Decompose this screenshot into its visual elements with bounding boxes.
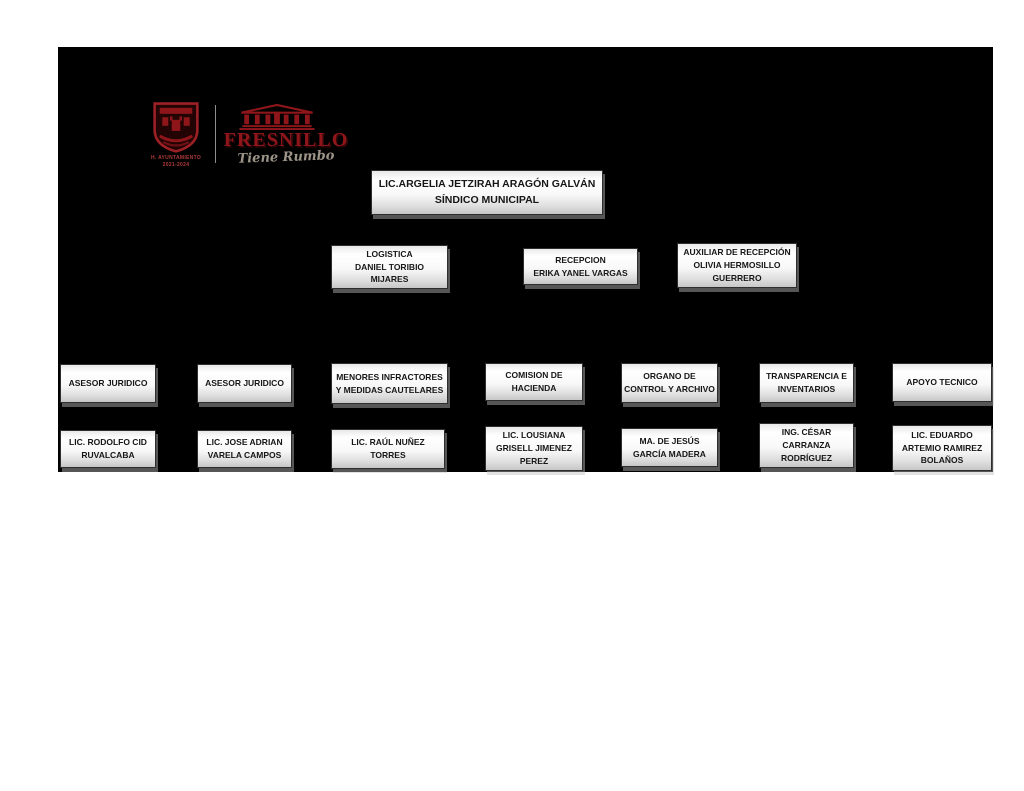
brand-tagline: Tiene Rumbo (237, 148, 335, 167)
officer-node-rodolfo-cid (60, 430, 156, 468)
node-line: PEREZ (519, 455, 549, 466)
node-line: ASESOR JURIDICO (205, 378, 284, 389)
root-node (371, 170, 603, 215)
node-line: TRANSPARENCIA E (766, 371, 847, 382)
node-line: RECEPCION (555, 254, 606, 265)
department-node-transparencia (759, 363, 854, 403)
node-line: ASESOR JURIDICO (68, 378, 148, 389)
node-line: LIC. JOSE ADRIAN (206, 437, 283, 448)
officer-node-eduardo-artemio (892, 425, 992, 471)
root-title: SÍNDICO MUNICIPAL (434, 193, 540, 206)
root-name: LIC.ARGELIA JETZIRAH ARAGÓN GALVÁN (378, 177, 596, 190)
node-line: MENORES INFRACTORES (336, 371, 443, 382)
node-line: CARRANZA (782, 440, 831, 451)
assistant-node-logistica (331, 245, 448, 289)
node-line: OLIVIA HERMOSILLO (693, 260, 781, 271)
department-node-comision-hacienda (485, 363, 583, 401)
node-line: AUXILIAR DE RECEPCIÓN (683, 247, 791, 258)
palace-icon (238, 104, 316, 130)
assistant-node-recepcion (523, 248, 638, 285)
officer-node-ma-de-jesus (621, 428, 718, 467)
node-line: VARELA CAMPOS (207, 450, 282, 460)
crest-caption-line2: 2021-2024 (162, 161, 190, 168)
crest-caption-line1: H. AYUNTAMIENTO (150, 155, 202, 161)
node-line: ARTEMIO RAMIREZ (901, 442, 983, 453)
node-line: HACIENDA (511, 383, 557, 393)
node-line: LIC. EDUARDO (911, 429, 973, 440)
node-line: RODRÍGUEZ (781, 452, 832, 463)
node-line: Y MEDIDAS CAUTELARES (335, 384, 444, 395)
node-line: MA. DE JESÚS (639, 435, 700, 446)
officer-node-lousiana-grisell (485, 426, 583, 471)
municipal-crest-icon (150, 101, 202, 154)
node-line: LIC. RODOLFO CID (69, 437, 147, 448)
node-line: LIC. RAÚL NUÑEZ (351, 437, 425, 448)
node-line: DANIEL TORIBIO (354, 261, 425, 272)
department-node-organo-control (621, 363, 718, 403)
assistant-node-auxiliar-recepcion (677, 243, 797, 288)
node-line: TORRES (370, 450, 406, 460)
node-line: ORGANO DE (643, 371, 696, 382)
department-node-menores-infractores (331, 363, 448, 404)
node-line: ING. CÉSAR (781, 427, 832, 438)
node-line: LIC. LOUSIANA (502, 430, 566, 441)
officer-node-jose-adrian (197, 430, 292, 468)
node-line: GARCÍA MADERA (633, 448, 706, 459)
officer-node-raul-nunez (331, 429, 445, 469)
node-line: CONTROL Y ARCHIVO (624, 384, 715, 394)
node-line: COMISION DE (505, 370, 563, 381)
node-line: RUVALCABA (81, 450, 135, 460)
officer-node-cesar-carranza (759, 423, 854, 468)
node-line: INVENTARIOS (777, 384, 836, 394)
node-line: GRISELL JIMENEZ (496, 443, 572, 454)
node-line: MIJARES (370, 274, 409, 285)
node-line: ERIKA YANEL VARGAS (533, 267, 628, 278)
node-line: APOYO TECNICO (906, 377, 978, 388)
department-node-apoyo-tecnico (892, 363, 992, 402)
logo-divider (215, 105, 216, 163)
node-line: LOGISTICA (366, 248, 413, 259)
node-line: GUERRERO (712, 272, 762, 283)
org-chart-canvas (58, 47, 993, 472)
node-line: BOLAÑOS (920, 455, 964, 466)
department-node-asesor-juridico-2 (197, 364, 292, 403)
crest-caption (138, 155, 214, 169)
department-node-asesor-juridico-1 (60, 364, 156, 403)
brand-name: FRESNILLO (223, 129, 349, 151)
